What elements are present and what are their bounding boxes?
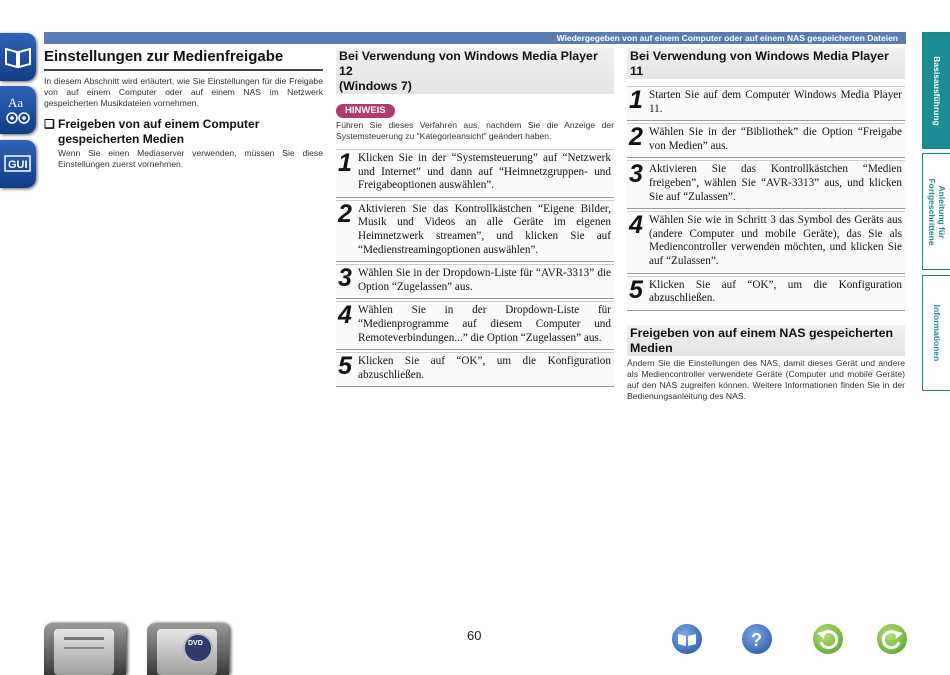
help-icon[interactable] [742,624,772,654]
wmp11-step-3 [627,160,905,209]
book-nav-icon[interactable] [672,624,702,654]
tab-anleitung-fortgeschrittene[interactable] [922,153,950,270]
step-text: Wählen Sie in der Dropdown-Liste für “Medienprogramme auf diesem Computer und Remoteverbindungen...” die Option “Zugelassen” aus. [358,304,611,344]
header-title: Wiedergegeben von auf einem Computer oder auf einem NAS gespeicherten Dateien [556,33,898,43]
step-text: Aktivieren Sie das Kontrollkästchen “Eigene Bilder, Musik und Videos an alle Geräte im eigenen Heimnetzwerk streamen”, und klicken Sie auf “Medienstreamingoptionen auswählen”. [358,202,611,256]
intro-text: In diesem Abschnitt wird erläutert, wie Sie Einstellungen für die Freigabe von auf einem Computer oder auf einem NAS im Netzwerk gespeicherten Musikdateien vornehmen. [44,76,323,108]
gui-label: GUI [8,159,28,171]
step-text: Wählen Sie wie in Schritt 3 das Symbol des Geräts aus (andere Computer und mobile Geräte), das Sie als Mediencontroller verwenden möchten, und klicken Sie auf “Zulassen”. [649,214,902,267]
step-number: 1 [338,149,352,177]
step-text: Wählen Sie in der “Bibliothek” die Option “Freigabe von Medien” aus. [649,126,902,152]
wmp11-step-2 [627,123,905,158]
nas-text: Ändern Sie die Einstellungen des NAS, damit dieses Gerät und andere als Mediencontroller verwendete Geräte (Computer und mobile Geräte) auf den NAS zugreifen können. Weitere Informationen finden Sie in der Bedienungsanleitung des NAS. [627,357,905,401]
device-thumbnail-receiver[interactable] [44,623,126,675]
step-text: Klicken Sie in der “Systemsteuerung” auf “Netzwerk und Internet” und dann auf “Heimnetzgruppen- und Freigabeoptionen auswählen”. [358,152,611,192]
wmp11-step-4 [627,211,905,273]
tab-anleitung-label: Anleitung für Fortgeschrittene [927,177,947,246]
wmp11-step-1 [627,86,905,121]
step-number: 3 [338,264,352,293]
checkbox-bullet-icon: ❑ [44,117,55,131]
wmp11-step-5 [627,276,905,311]
column-wmp11 [627,48,905,402]
page-number: 60 [467,628,482,643]
wmp11-heading: Bei Verwendung von Windows Media Player 11 [627,48,905,79]
step-number: 4 [629,211,643,240]
wmp12-step-4 [336,301,614,350]
wmp12-step-1 [336,149,614,198]
step-text: Starten Sie auf dem Computer Windows Media Player 11. [649,89,902,115]
wmp12-step-5 [336,352,614,387]
step-text: Klicken Sie auf “OK”, um die Konfiguration abzuschließen. [358,355,611,381]
step-number: 5 [629,275,643,304]
hinweis-badge: HINWEIS [336,104,395,118]
forward-icon[interactable] [877,624,907,654]
device-front-panel [157,629,217,675]
dvd-label: DVD [188,640,203,647]
aa-label: Aa [8,95,24,110]
step-number: 5 [338,352,352,381]
tab-basisausfuehrung[interactable] [922,32,950,149]
wmp12-heading-line1: Bei Verwendung von Windows Media Player 12 [339,49,598,78]
step-number: 2 [338,199,352,228]
tab-informationen[interactable] [922,275,950,391]
aa-sound-icon[interactable] [0,86,36,134]
column-media-sharing [44,48,323,170]
subsection-title-line2: gespeicherten Medien [58,132,185,146]
note-text: Führen Sie dieses Verfahren aus, nachdem Sie die Anzeige der Systemsteuerung zu “Kategorieansicht” geändert haben. [336,120,614,141]
nas-heading [627,325,905,356]
step-number: 3 [629,160,643,189]
step-number: 4 [338,301,352,330]
back-icon[interactable] [813,624,843,654]
svg-text:?: ? [751,630,762,650]
section-title: Einstellungen zur Medienfreigabe [44,48,284,65]
book-icon[interactable] [0,33,36,81]
header-bar [44,32,906,44]
step-text: Klicken Sie auf “OK”, um die Konfiguration abzuschließen. [649,278,902,305]
wmp12-heading-line2: (Windows 7) [339,79,412,93]
step-text: Wählen Sie in der Dropdown-Liste für “AVR-3313” die Option “Zugelassen” aus. [358,267,611,293]
subsection-text: Wenn Sie einen Mediaserver verwenden, müssen Sie diese Einstellungen zuerst vornehmen. [58,148,323,169]
title-rule [44,69,323,71]
nas-heading-line1: Freigeben von auf einem NAS gespeicherten [630,325,894,340]
column-wmp12 [336,48,614,389]
computer-sharing-subsection [44,117,323,170]
wmp12-step-3 [336,264,614,299]
gui-icon[interactable] [0,140,36,188]
wmp12-step-2 [336,200,614,262]
step-number: 1 [629,86,643,114]
tab-basisausfuehrung-label: Basisausführung [932,55,942,126]
subsection-title-line1: Freigeben von auf einem Computer [58,117,260,131]
nas-heading-line2: Medien [630,340,673,355]
tab-informationen-label: Informationen [932,304,942,362]
step-number: 2 [629,123,643,152]
step-text: Aktivieren Sie das Kontrollkästchen “Medien freigeben”, wählen Sie “AVR-3313” aus, und klicken Sie auf “Zulassen”. [649,163,902,203]
device-thumbnail-dvd[interactable] [147,623,229,675]
device-front-panel [54,629,114,675]
wmp12-heading [336,48,614,94]
